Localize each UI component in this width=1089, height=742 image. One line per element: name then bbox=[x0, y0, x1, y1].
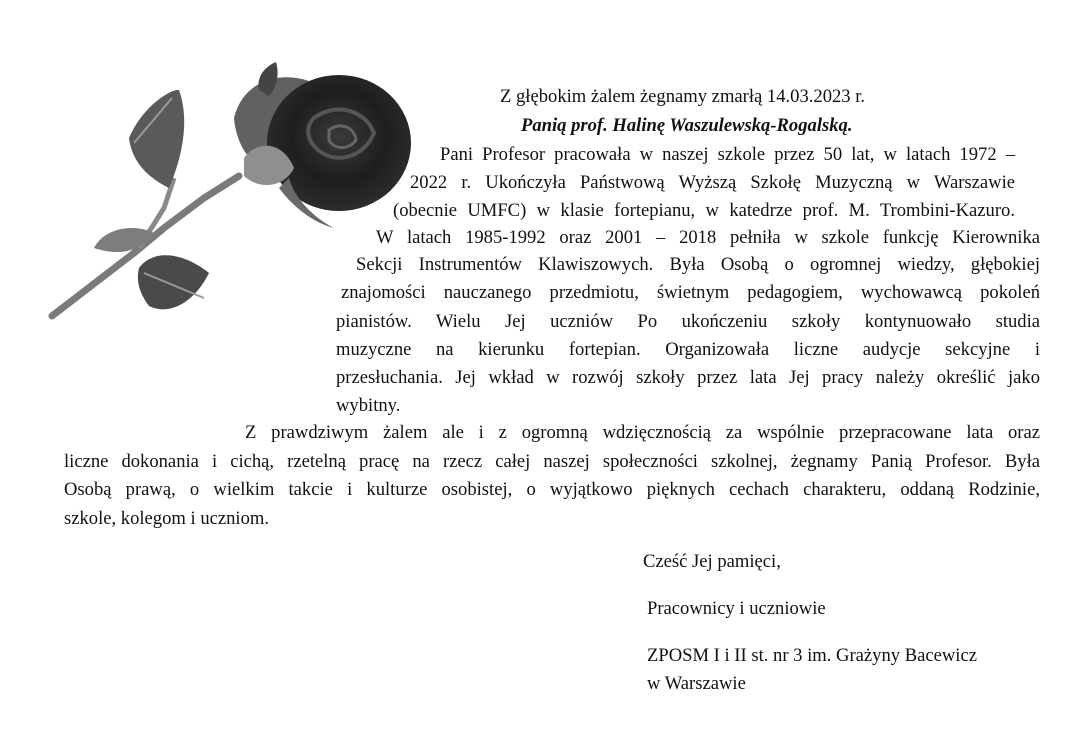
bio-line: muzyczne na kierunku fortepian. Organizowała liczne audycje sekcyjne i bbox=[336, 339, 1040, 360]
farewell-line: Cześć Jej pamięci, bbox=[643, 551, 781, 572]
bio-line: (obecnie UMFC) w klasie fortepianu, w katedrze prof. M. Trombini-Kazuro. bbox=[393, 200, 1015, 221]
bio-line: przesłuchania. Jej wkład w rozwój szkoły przez lata Jej pracy należy określić jako bbox=[336, 367, 1040, 388]
tribute-line: liczne dokonania i cichą, rzetelną pracę na rzecz całej naszej społeczności szkolnej, żegnamy Panią Profesor. Była bbox=[64, 451, 1040, 472]
school-city: w Warszawie bbox=[647, 673, 746, 694]
tribute-line: Z prawdziwym żalem ale i z ogromną wdzięcznością za wspólnie przepracowane lata oraz bbox=[245, 422, 1040, 443]
tribute-line: szkole, kolegom i uczniom. bbox=[64, 508, 270, 529]
bio-line: znajomości nauczanego przedmiotu, świetnym pedagogiem, wychowawcą pokoleń bbox=[341, 282, 1040, 303]
bio-line: wybitny. bbox=[336, 395, 401, 416]
bio-line: pianistów. Wielu Jej uczniów Po ukończeniu szkoły kontynuowało studia bbox=[336, 311, 1040, 332]
deceased-name: Panią prof. Halinę Waszulewską-Rogalską. bbox=[521, 115, 853, 136]
header-date-line: Z głębokim żalem żegnamy zmarłą 14.03.2023 r. bbox=[500, 86, 866, 107]
bio-line: W latach 1985-1992 oraz 2001 – 2018 pełniła w szkole funkcję Kierownika bbox=[376, 227, 1040, 248]
bio-line: Pani Profesor pracowała w naszej szkole przez 50 lat, w latach 1972 – bbox=[440, 144, 1015, 165]
signature-line: Pracownicy i uczniowie bbox=[647, 598, 826, 619]
tribute-line: Osobą prawą, o wielkim takcie i kulturze osobistej, o wyjątkowo pięknych cechach charakteru, oddaną Rodzinie, bbox=[64, 479, 1040, 500]
school-name: ZPOSM I i II st. nr 3 im. Grażyny Bacewicz bbox=[647, 645, 977, 666]
bio-line: Sekcji Instrumentów Klawiszowych. Była Osobą o ogromnej wiedzy, głębokiej bbox=[356, 254, 1040, 275]
bio-line: 2022 r. Ukończyła Państwową Wyższą Szkołę Muzyczną w Warszawie bbox=[410, 172, 1015, 193]
